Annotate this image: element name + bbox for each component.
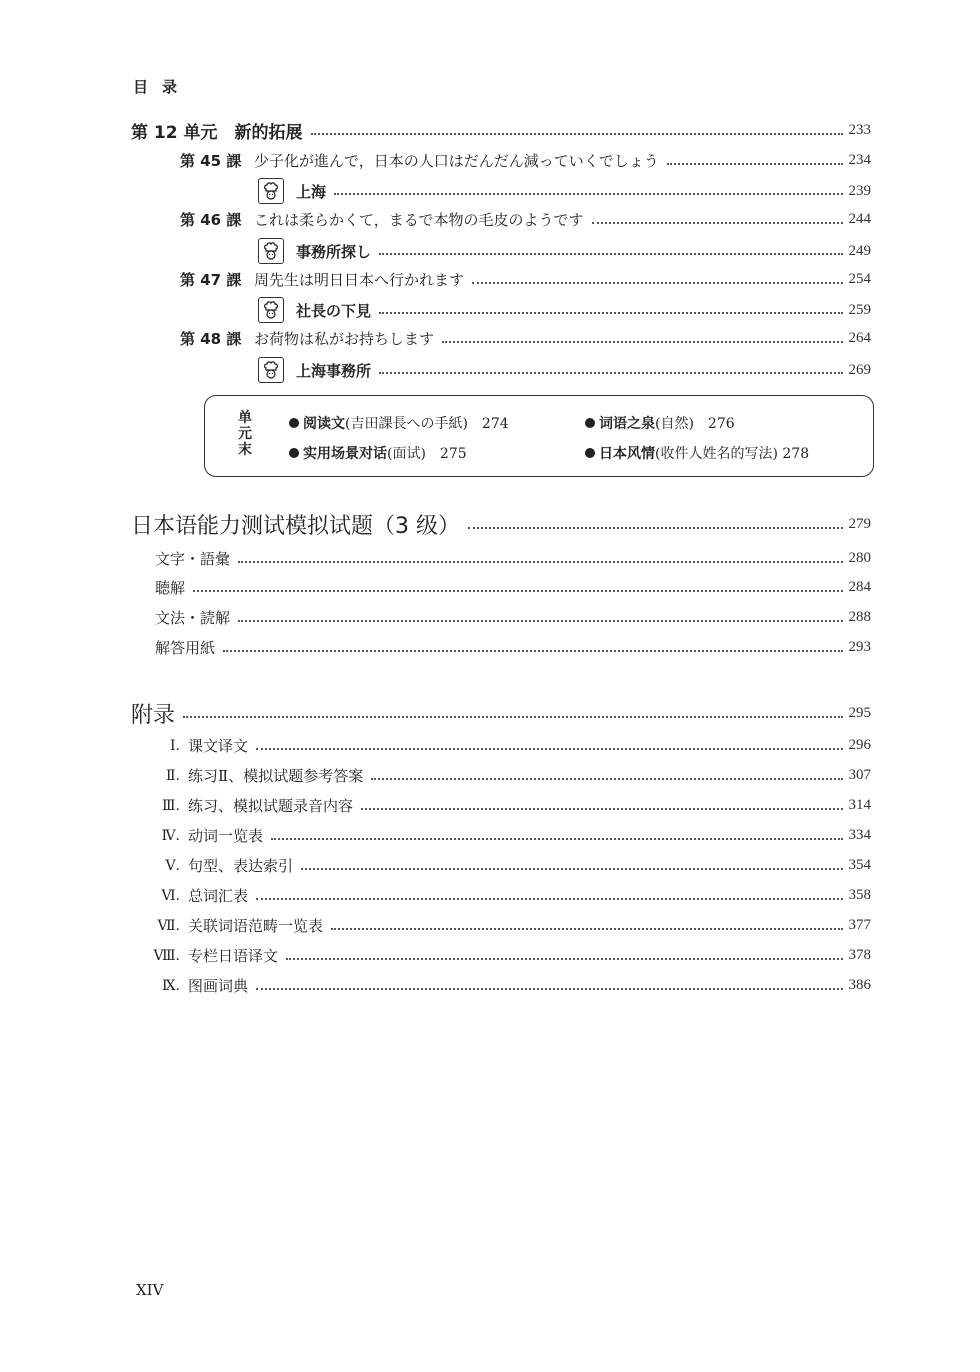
dot-leader [331,928,842,930]
bullet-icon [585,448,595,458]
item-title: 总词汇表 [188,887,249,905]
lesson-number: 第 47 課 [180,271,242,289]
toc-item-row[interactable] [146,915,871,936]
unit-title: 第 12 单元 新的拓展 [131,123,303,143]
item-title: 聴解 [155,579,186,597]
dot-leader [193,590,842,592]
page-number: 279 [848,516,871,532]
page-number: 386 [848,977,871,993]
toc-lesson-row[interactable] [180,209,871,230]
item-detail: (收件人姓名的写法) 278 [655,446,810,462]
page-number: 254 [848,271,871,287]
dot-leader [334,193,842,195]
item-title: 图画词典 [188,977,249,995]
toc-column-row[interactable] [258,178,871,204]
page-number: 377 [848,917,871,933]
toc-lesson-row[interactable] [180,150,871,171]
page-number: 264 [848,330,871,346]
lesson-number: 第 45 課 [180,152,242,170]
page-number: 233 [848,122,871,138]
item-number: Ⅷ. [153,947,180,964]
lesson-number: 第 46 課 [180,211,242,229]
lesson-title: 少子化が進んで，日本の人口はだんだん減っていくでしょう [254,152,659,170]
page-number: 234 [848,152,871,168]
item-title: 课文译文 [188,737,249,755]
dot-leader [238,561,842,563]
item-title: 句型、表达索引 [188,857,294,875]
bullet-icon [289,448,299,458]
unit-end-item[interactable] [289,443,467,463]
toc-column-row[interactable] [258,297,871,323]
item-label: 实用场景对话 [303,446,387,462]
item-label: 日本风情 [599,446,655,462]
item-title: 练习、模拟试题录音内容 [188,797,354,815]
page-number: 307 [848,767,871,783]
item-detail: (自然) 276 [655,416,735,432]
bullet-icon [585,418,595,428]
unit-end-label: 单元末 [238,410,252,458]
chef-icon [258,297,284,323]
chef-icon [258,357,284,383]
item-number: Ⅵ. [161,887,180,904]
page-number: 354 [848,857,871,873]
dot-leader [286,958,842,960]
item-title: 关联词语范畴一览表 [188,917,324,935]
toc-item-row[interactable] [146,765,871,786]
item-number: Ⅰ. [170,737,180,754]
item-number: Ⅱ. [166,767,180,784]
dot-leader [468,527,843,529]
dot-leader [379,253,842,255]
page-number: 295 [848,705,871,721]
item-number: Ⅶ. [157,917,180,934]
page-number: 284 [848,579,871,595]
page-number: 358 [848,887,871,903]
toc-section-row[interactable] [131,509,871,540]
toc-item-row[interactable] [155,548,871,569]
page-number: 296 [848,737,871,753]
toc-item-row[interactable] [146,975,871,996]
lesson-number: 第 48 課 [180,330,242,348]
page-number: 259 [848,301,871,318]
bullet-icon [289,418,299,428]
column-title: 事務所探し [296,242,372,261]
lesson-title: お荷物は私がお持ちします [254,330,435,348]
page-number: 269 [848,361,871,378]
toc-section-row[interactable] [131,698,871,729]
item-detail: (吉田課長への手紙) 274 [345,416,509,432]
item-number: Ⅲ. [162,797,180,814]
toc-column-row[interactable] [258,238,871,264]
item-title: 专栏日语译文 [188,947,279,965]
toc-unit-row[interactable] [131,118,871,143]
item-title: 文法・読解 [155,609,231,627]
dot-leader [379,312,842,314]
unit-end-item[interactable] [585,413,735,433]
unit-end-box [204,395,874,477]
item-number: Ⅸ. [162,977,180,994]
dot-leader [223,650,842,652]
column-title: 社長の下見 [296,301,372,320]
page-number: 314 [848,797,871,813]
toc-item-row[interactable] [155,607,871,628]
toc-item-row[interactable] [155,577,871,598]
section-title: 日本语能力测试模拟试题（3 级） [131,514,460,539]
page-folio: XIV [136,1281,164,1299]
column-title: 上海事務所 [296,361,372,380]
dot-leader [592,222,843,224]
item-label: 词语之泉 [599,416,655,432]
page-number: 249 [848,242,871,259]
dot-leader [183,716,842,718]
dot-leader [361,808,842,810]
dot-leader [256,898,842,900]
page-number: 239 [848,182,871,199]
page-number: 334 [848,827,871,843]
item-title: 文字・語彙 [155,550,231,568]
chef-icon [258,238,284,264]
page-number: 288 [848,609,871,625]
page-number: 378 [848,947,871,963]
section-title: 附录 [131,703,176,728]
unit-end-item[interactable] [585,443,809,463]
item-detail: (面试) 275 [387,446,467,462]
dot-leader [667,163,843,165]
dot-leader [311,133,843,135]
toc-item-row[interactable] [146,735,871,756]
column-title: 上海 [296,182,327,201]
dot-leader [379,372,842,374]
toc-item-row[interactable] [146,945,871,966]
dot-leader [442,341,842,343]
item-title: 练习Ⅱ、模拟试题参考答案 [188,767,364,785]
unit-end-item[interactable] [289,413,509,433]
dot-leader [371,778,842,780]
dot-leader [301,868,842,870]
toc-column-row[interactable] [258,357,871,383]
dot-leader [472,282,842,284]
item-label: 阅读文 [303,416,345,432]
item-number: Ⅴ. [165,857,180,874]
toc-item-row[interactable] [155,637,871,658]
page-number: 293 [848,639,871,655]
page-header: 目录 [133,78,192,96]
page-number: 280 [848,550,871,566]
toc-item-row[interactable] [146,795,871,816]
dot-leader [271,838,842,840]
dot-leader [256,988,842,990]
item-title: 动词一览表 [188,827,264,845]
toc-lesson-row[interactable] [180,269,871,290]
item-title: 解答用紙 [155,639,216,657]
item-number: Ⅳ. [161,827,180,844]
dot-leader [256,748,842,750]
toc-lesson-row[interactable] [180,328,871,349]
toc-item-row[interactable] [146,825,871,846]
lesson-title: 周先生は明日日本へ行かれます [254,271,465,289]
page-number: 244 [848,211,871,227]
toc-item-row[interactable] [146,885,871,906]
dot-leader [238,620,842,622]
lesson-title: これは柔らかくて，まるで本物の毛皮のようです [254,211,584,229]
toc-item-row[interactable] [146,855,871,876]
chef-icon [258,178,284,204]
